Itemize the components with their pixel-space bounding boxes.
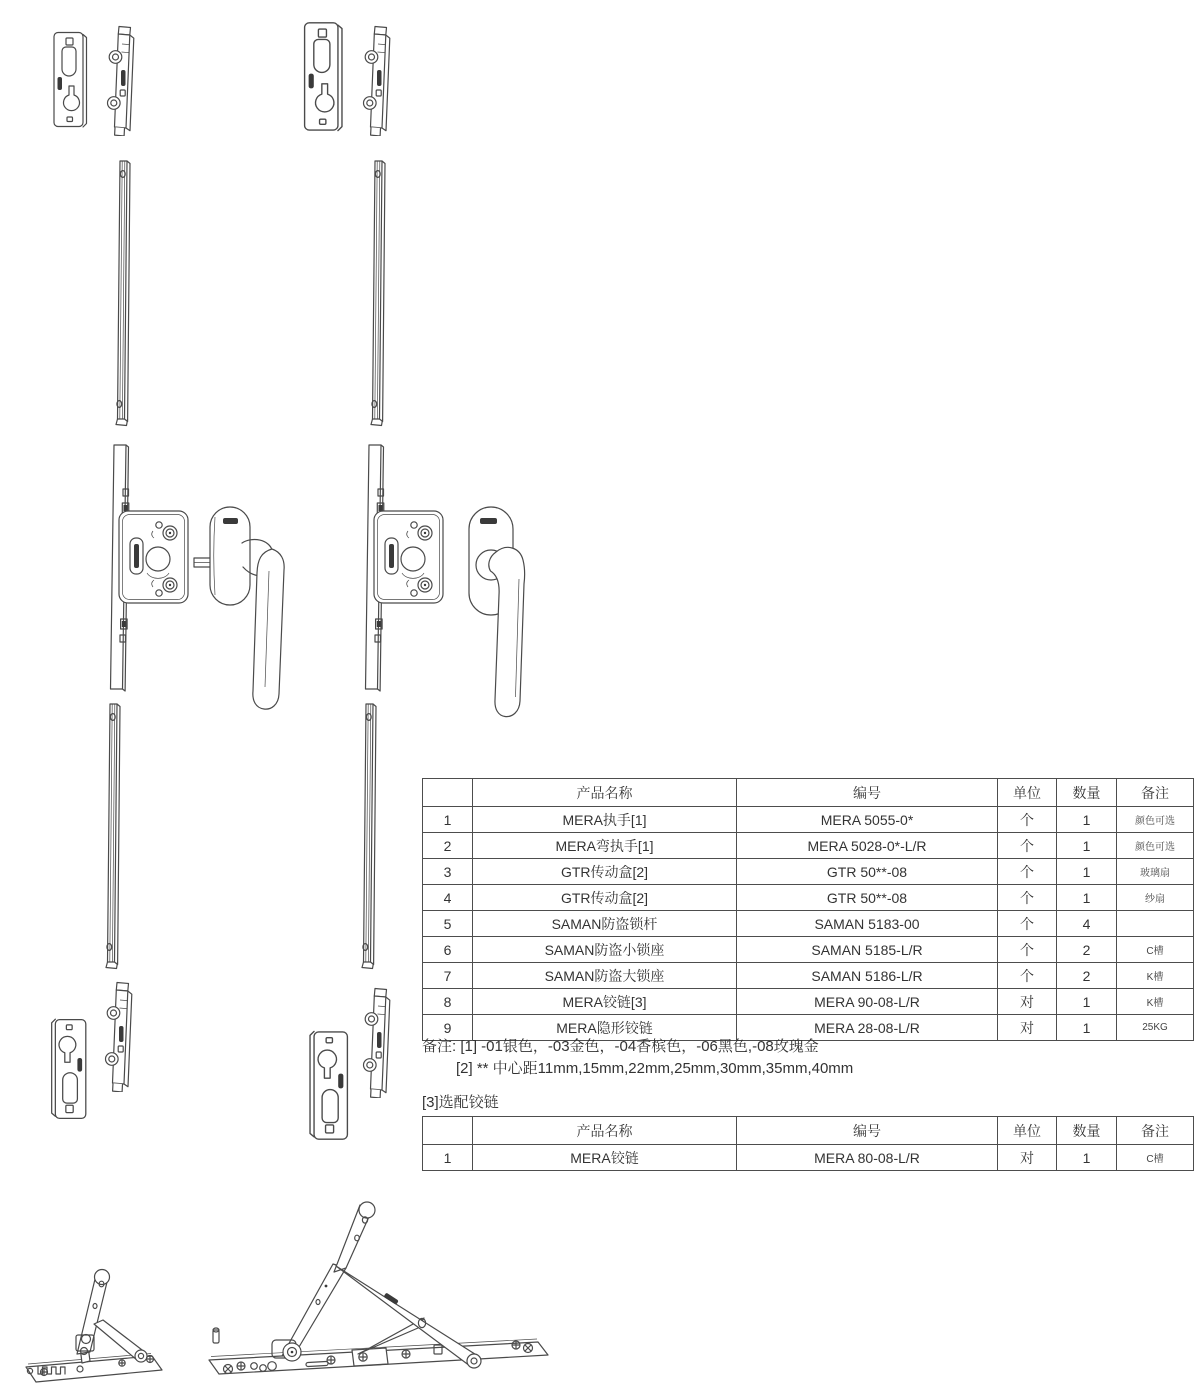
- table-cell: 颜色可选: [1117, 833, 1194, 859]
- table-cell: 个: [998, 937, 1057, 963]
- table-cell: MERA 90-08-L/R: [737, 989, 998, 1015]
- center-distance-note: [2] ** 中心距11mm,15mm,22mm,25mm,30mm,35mm,40mm: [456, 1060, 854, 1077]
- table-cell: K槽: [1117, 963, 1194, 989]
- table-cell: 3: [423, 859, 473, 885]
- table-cell: 5: [423, 911, 473, 937]
- table-row: [423, 859, 1194, 885]
- table-cell: 1: [1057, 807, 1117, 833]
- table-cell: 1: [423, 1145, 473, 1171]
- lock-keeper-drawing-bottom-left: [48, 1016, 90, 1121]
- table-cell: MERA隐形铰链: [473, 1015, 737, 1041]
- table-cell: K槽: [1117, 989, 1194, 1015]
- table-cell: 个: [998, 963, 1057, 989]
- table-cell: C槽: [1117, 1145, 1194, 1171]
- table-cell: 6: [423, 937, 473, 963]
- table-cell: 玻璃扇: [1117, 859, 1194, 885]
- gearbox-drawing-left: [105, 443, 200, 693]
- column-header: 数量: [1057, 779, 1117, 807]
- table-cell: 1: [1057, 989, 1117, 1015]
- table-cell: 2: [423, 833, 473, 859]
- table-cell: SAMAN 5183-00: [737, 911, 998, 937]
- column-header: 备注: [1117, 779, 1194, 807]
- table-cell: GTR传动盒[2]: [473, 859, 737, 885]
- lock-rod-drawing-top-left: [106, 24, 140, 136]
- column-header: 备注: [1117, 1117, 1194, 1145]
- table-cell: 颜色可选: [1117, 807, 1194, 833]
- lock-keeper-drawing-top-right: [300, 20, 346, 134]
- friction-hinge-drawing-large: [206, 1184, 556, 1400]
- table-row: [423, 911, 1194, 937]
- table-cell: 个: [998, 859, 1057, 885]
- bent-handle-drawing: [463, 505, 548, 723]
- table-cell: 个: [998, 807, 1057, 833]
- table-cell: SAMAN防盗小锁座: [473, 937, 737, 963]
- lock-bar-drawing-lower-right: [356, 700, 386, 970]
- table-row: [423, 989, 1194, 1015]
- table-row: [423, 833, 1194, 859]
- table-cell: 对: [998, 989, 1057, 1015]
- table-cell: MERA执手[1]: [473, 807, 737, 833]
- table-cell: 4: [423, 885, 473, 911]
- lock-bar-drawing-upper-left: [110, 157, 140, 427]
- table-cell: 8: [423, 989, 473, 1015]
- table-cell: MERA 28-08-L/R: [737, 1015, 998, 1041]
- table-row: [423, 963, 1194, 989]
- lock-keeper-drawing-bottom-right: [306, 1028, 352, 1142]
- table-row: [423, 937, 1194, 963]
- table-cell: 7: [423, 963, 473, 989]
- table-cell: 1: [1057, 1015, 1117, 1041]
- table-cell: 对: [998, 1015, 1057, 1041]
- color-options-note: 备注: [1] -01银色，-03金色，-04香槟色，-06黑色,-08玫瑰金: [422, 1038, 819, 1055]
- column-header: 单位: [998, 1117, 1057, 1145]
- optional-hinge-label: [3]选配铰链: [422, 1094, 499, 1111]
- column-header: [423, 1117, 473, 1145]
- parts-table-main: [422, 778, 1194, 1041]
- table-cell: SAMAN 5185-L/R: [737, 937, 998, 963]
- table-cell: MERA 80-08-L/R: [737, 1145, 998, 1171]
- table-cell: MERA铰链: [473, 1145, 737, 1171]
- column-header: 产品名称: [473, 1117, 737, 1145]
- column-header: 编号: [737, 779, 998, 807]
- table-cell: SAMAN防盗大锁座: [473, 963, 737, 989]
- lock-keeper-drawing-top-left: [50, 30, 90, 130]
- table-cell: MERA铰链[3]: [473, 989, 737, 1015]
- column-header: 产品名称: [473, 779, 737, 807]
- column-header: 数量: [1057, 1117, 1117, 1145]
- table-row: [423, 1015, 1194, 1041]
- table-cell: 纱扇: [1117, 885, 1194, 911]
- table-row: [423, 807, 1194, 833]
- column-header: [423, 779, 473, 807]
- table-cell: MERA 5055-0*: [737, 807, 998, 833]
- table-cell: MERA 5028-0*-L/R: [737, 833, 998, 859]
- table-cell: 1: [423, 807, 473, 833]
- friction-hinge-drawing-small: [22, 1238, 177, 1396]
- table-header-row: [423, 779, 1194, 807]
- table-cell: SAMAN 5186-L/R: [737, 963, 998, 989]
- table-cell: 1: [1057, 833, 1117, 859]
- table-cell: SAMAN防盗锁杆: [473, 911, 737, 937]
- lock-rod-drawing-top-right: [362, 24, 396, 136]
- table-cell: C槽: [1117, 937, 1194, 963]
- table-cell: 25KG: [1117, 1015, 1194, 1041]
- straight-handle-drawing: [192, 505, 294, 717]
- table-row: [423, 1145, 1194, 1171]
- table-cell: 对: [998, 1145, 1057, 1171]
- table-cell: MERA弯执手[1]: [473, 833, 737, 859]
- table-cell: 个: [998, 833, 1057, 859]
- table-cell: 1: [1057, 885, 1117, 911]
- lock-rod-drawing-bottom-right: [362, 986, 396, 1098]
- table-cell: 个: [998, 885, 1057, 911]
- table-cell: 1: [1057, 859, 1117, 885]
- table-cell: GTR 50**-08: [737, 885, 998, 911]
- table-cell: 个: [998, 911, 1057, 937]
- parts-table-optional: [422, 1116, 1194, 1171]
- table-cell: 4: [1057, 911, 1117, 937]
- table-cell: 2: [1057, 937, 1117, 963]
- table-cell: GTR 50**-08: [737, 859, 998, 885]
- lock-bar-drawing-lower-left: [100, 700, 130, 970]
- lock-bar-drawing-upper-right: [365, 157, 395, 427]
- column-header: 单位: [998, 779, 1057, 807]
- table-cell: GTR传动盒[2]: [473, 885, 737, 911]
- lock-rod-drawing-bottom-left: [104, 980, 138, 1092]
- gearbox-drawing-right: [360, 443, 455, 693]
- table-cell: 2: [1057, 963, 1117, 989]
- table-cell: [1117, 911, 1194, 937]
- table-row: [423, 885, 1194, 911]
- table-cell: 1: [1057, 1145, 1117, 1171]
- table-header-row: [423, 1117, 1194, 1145]
- table-cell: 9: [423, 1015, 473, 1041]
- column-header: 编号: [737, 1117, 998, 1145]
